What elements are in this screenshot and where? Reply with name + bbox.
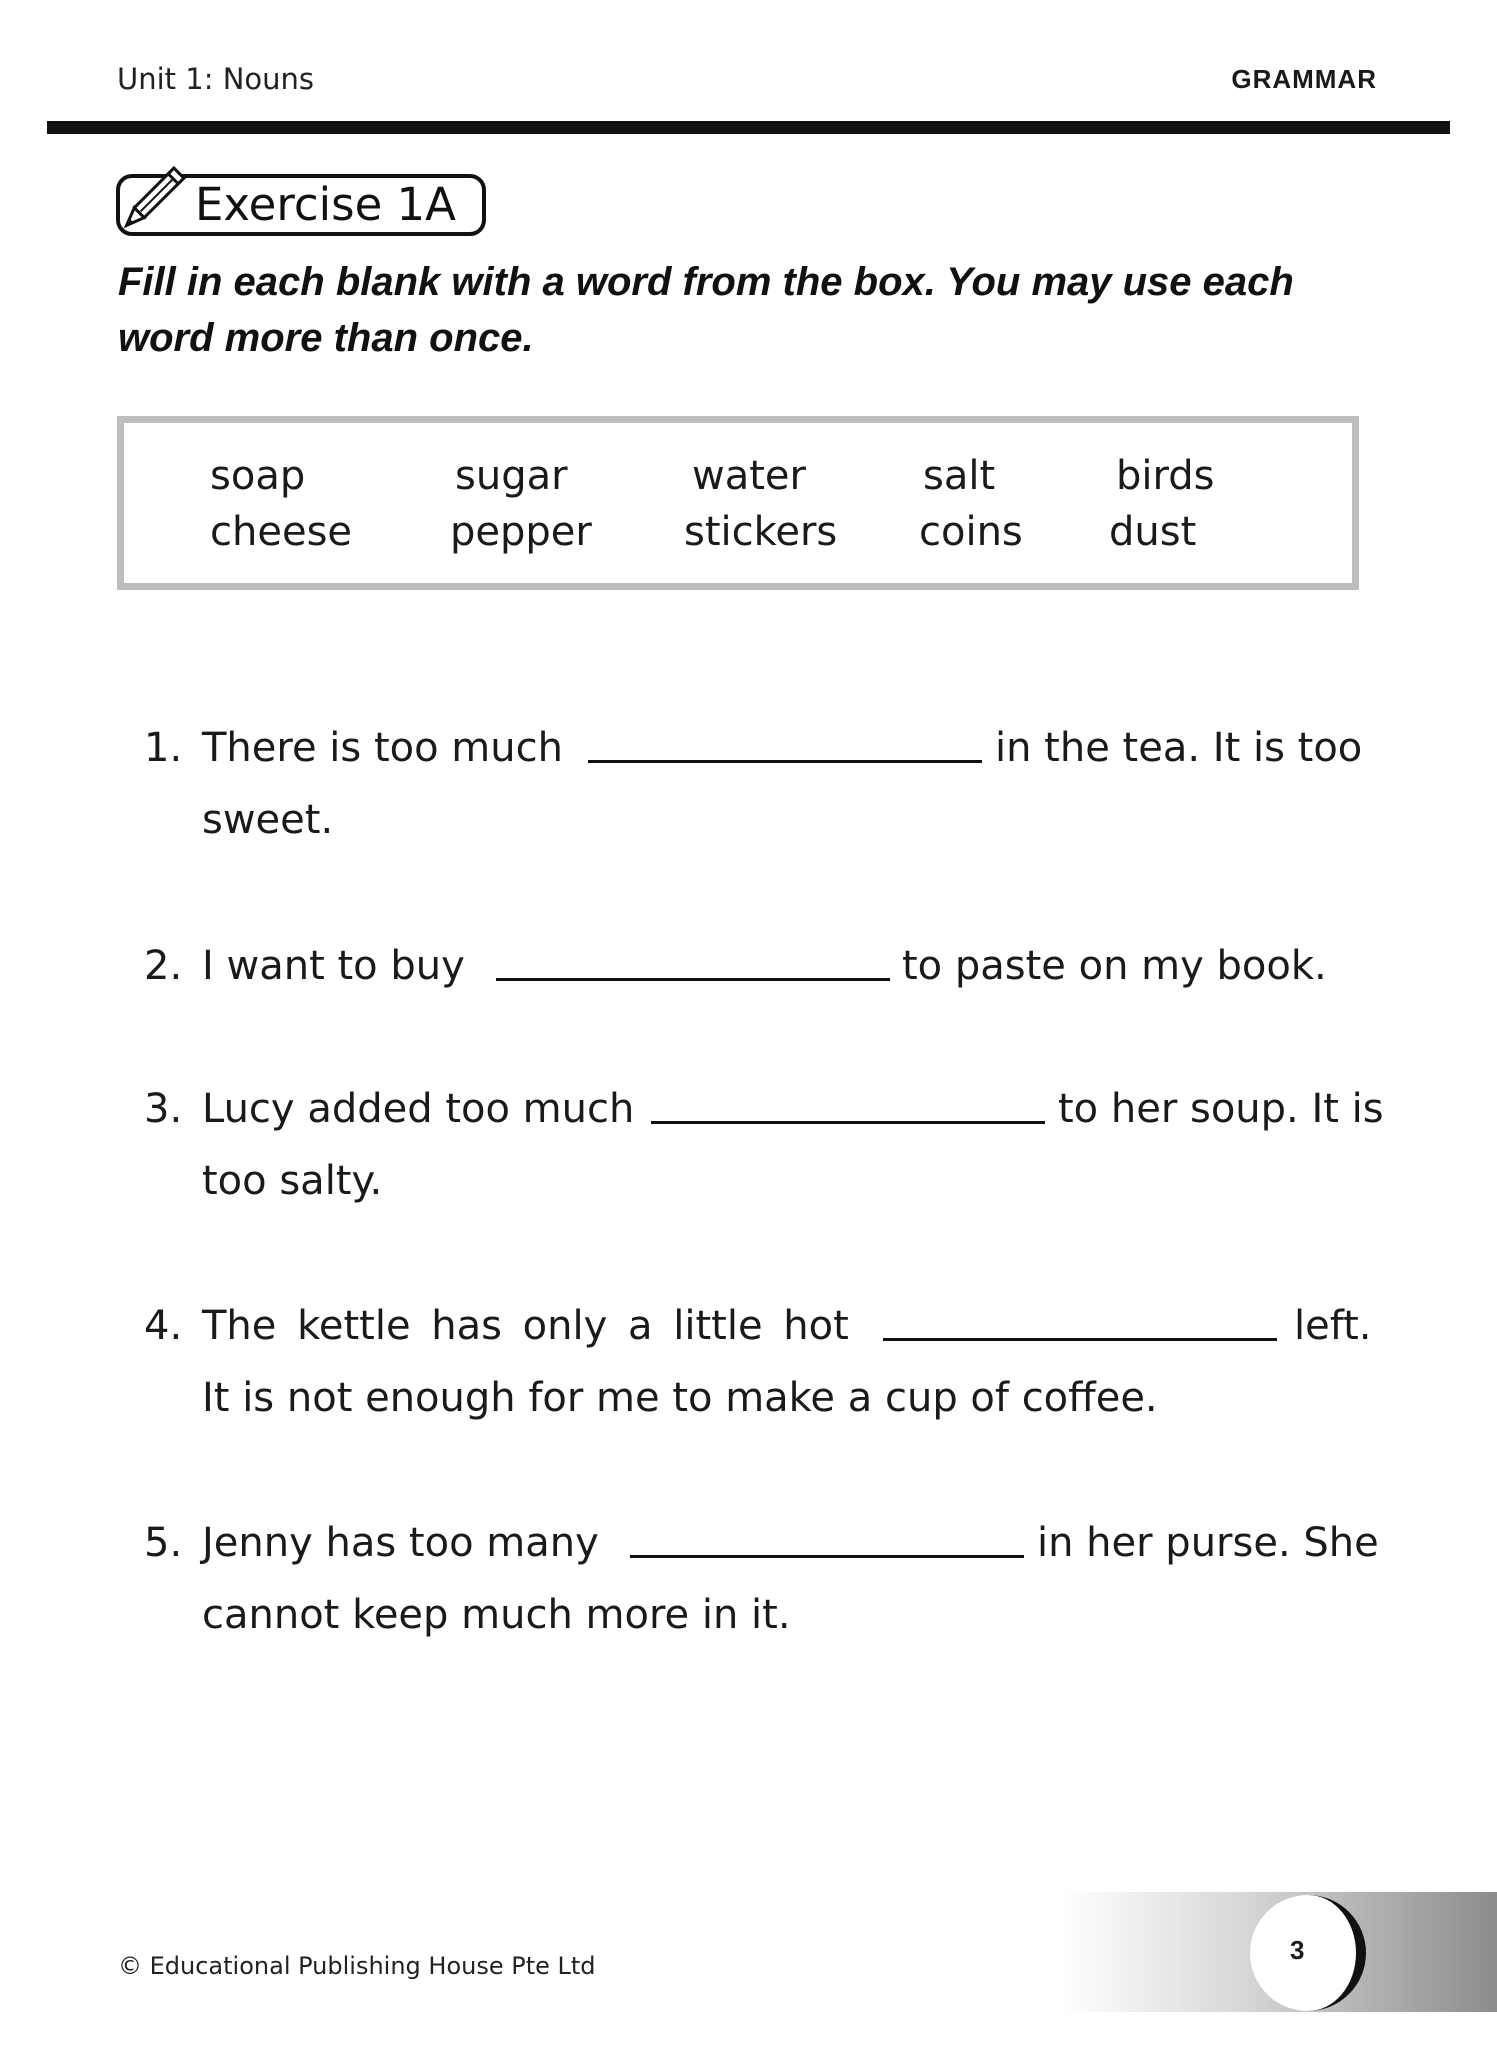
page-number-circle [1250,1895,1366,2011]
question-number: 5. [144,1520,183,1566]
question-text-before: The kettle has only a little hot [202,1303,849,1349]
answer-blank[interactable] [588,760,982,763]
question-text-after: to paste on my book. [902,943,1327,989]
unit-label: Unit 1: Nouns [117,62,314,96]
question-number: 4. [144,1303,183,1349]
answer-blank[interactable] [630,1555,1024,1558]
instructions: Fill in each blank with a word from the box. You may use each word more than once. [118,260,1294,360]
word-stickers: stickers [684,509,838,555]
answer-blank[interactable] [883,1338,1277,1341]
answer-blank[interactable] [651,1121,1045,1124]
word-dust: dust [1109,509,1197,555]
copyright: © Educational Publishing House Pte Ltd [118,1952,596,1980]
answer-blank[interactable] [496,978,890,981]
question-text-before: There is too much [202,725,563,771]
page-number: 3 [1290,1935,1305,1965]
question-text-before: I want to buy [202,943,465,989]
question-text-after: left. [1294,1303,1372,1349]
question-number: 1. [144,725,183,771]
question-text-after: in the tea. It is too [995,725,1363,771]
question-text-after: in her purse. She [1037,1520,1379,1566]
question-text-continued: It is not enough for me to make a cup of coffee. [202,1375,1158,1421]
word-pepper: pepper [450,509,592,555]
header-divider [47,121,1450,134]
word-cheese: cheese [210,509,353,555]
question-text-after: to her soup. It is [1058,1086,1384,1132]
question-text-continued: sweet. [202,797,334,843]
question-text-before: Jenny has too many [202,1520,599,1566]
word-water: water [692,453,806,499]
word-sugar: sugar [455,453,568,499]
question-number: 2. [144,943,183,989]
exercise-title: Exercise 1A [195,178,456,231]
pencil-icon [112,160,192,240]
word-coins: coins [919,509,1023,555]
word-box [117,416,1359,590]
word-soap: soap [210,453,306,499]
question-text-continued: cannot keep much more in it. [202,1592,791,1638]
question-text-before: Lucy added too much [202,1086,635,1132]
word-birds: birds [1116,453,1215,499]
subject-label: GRAMMAR [1231,64,1377,94]
question-text-continued: too salty. [202,1158,383,1204]
word-salt: salt [923,453,996,499]
question-number: 3. [144,1086,183,1132]
